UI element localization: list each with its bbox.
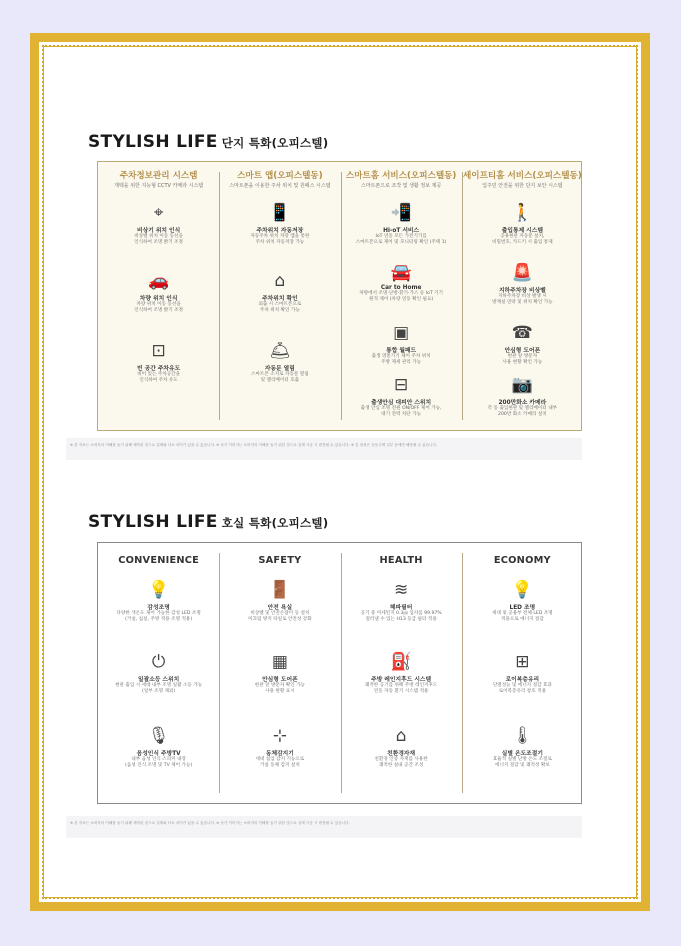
feature-description: 비상벨 및 안전손잡이 등 설치 미끄럼 방지 타일로 안전성 강화	[248, 611, 312, 622]
feature-description: 출생 안심 조명 전원 ON/OFF 제어 가능, 대기 전력 차단 가능	[360, 406, 442, 417]
mic-icon: 🎙	[147, 726, 170, 746]
feature-name: 감성조명	[147, 605, 170, 611]
feature-description: 각 동 출입현관 및 엘리베이터 내부 200만 화소 카메라 설치	[487, 406, 558, 417]
cctv-icon: ⌖	[153, 203, 164, 223]
feature-item	[219, 202, 340, 246]
feature-name: 안심형 도어폰	[504, 348, 541, 354]
feature-description: 자동주차 위치 저장 앱을 통한 주차 위치 자동저장 가능	[250, 234, 310, 245]
phone-car-icon: 📱	[269, 203, 291, 223]
feature-name: 동체감지기	[265, 751, 294, 757]
feature-name: 출생안심 대피안 스위치	[371, 400, 432, 406]
feature-name: 주차위치 자동저장	[256, 228, 304, 234]
column-divider	[462, 172, 463, 420]
column-divider	[341, 553, 342, 793]
feature-description: 현관 앞 방문자 사용 현황 확인 가능	[502, 354, 543, 365]
feature-item	[98, 340, 219, 384]
feature-description: 쾌적한 공기를 위해 주방 레인지후드 연동 자동 환기 시스템 적용	[364, 683, 438, 694]
feature-description: 지하주차장 비상 발생 시 방재실 연락 및 위치 확인 가능	[492, 294, 553, 305]
note-strip	[66, 816, 582, 838]
feature-description: 스마트폰 소지로 자동문 열림 및 엘리베이터 호출	[251, 372, 309, 383]
feature-description: 내부 음성 인식 스피커 내장 (음성 인식 조명 및 TV 제어 가능)	[125, 757, 193, 768]
feature-item	[341, 202, 462, 246]
fingerprint-icon: ⊹	[272, 726, 287, 746]
feature-column	[341, 543, 462, 803]
feature-description: 외출 시 스마트폰으로 주차 위치 확인 가능	[258, 302, 302, 313]
feature-item	[462, 651, 583, 695]
feature-item	[341, 651, 462, 695]
feature-item	[462, 725, 583, 769]
doorphone-icon: ▦	[271, 652, 288, 672]
column-header: ECONOMY	[493, 555, 551, 566]
feature-name: 음성인식 주방TV	[136, 751, 181, 757]
feature-item	[462, 322, 583, 366]
intercom-icon: ☎	[511, 323, 533, 343]
feature-name: 차량 위치 인식	[139, 296, 178, 302]
column-header: SAFETY	[258, 555, 302, 566]
column-divider	[341, 172, 342, 420]
camera-icon: 📷	[511, 375, 533, 395]
column-subheader: 재택을 위한 지능형 CCTV 카메라 시스템	[114, 183, 204, 189]
column-subheader: 입주민 안전을 위한 단지 보안 시스템	[482, 183, 563, 189]
feature-item	[219, 340, 340, 384]
feature-description: 차량에서 조명·난방·환기·가스 등 IoT 기기 원격 제어 (차량 연동 확인 필요)	[359, 291, 443, 302]
feature-item	[341, 262, 462, 303]
feature-item	[341, 579, 462, 623]
feature-item	[219, 651, 340, 695]
feature-description: 효율적 실별 난방 온도 조절로 에너지 절감 및 쾌적성 확보	[492, 757, 552, 768]
feature-name: 안전 욕실	[267, 605, 293, 611]
feature-item	[98, 651, 219, 695]
disclaimer-note: ※ 본 자료는 소비자의 이해를 돕기 위해 제작된 것으로 실제와 다소 차이가 있을 수 있습니다. ※ 상기 이미지는 소비자의 이해를 돕기 위한 것으로 실제 시공 시 변경될 수 있습니다. ※ 본 내용은 공동주택 일부 동에만 해당될 수 있습니다.	[70, 443, 438, 447]
feature-name: LED 조명	[509, 605, 536, 611]
unit-features-panel	[97, 542, 582, 804]
feature-item	[219, 579, 340, 623]
feature-name: 주차위치 확인	[262, 296, 298, 302]
column-header: 세이프티홈 서비스(오피스텔동)	[462, 171, 582, 181]
feature-item	[462, 374, 583, 418]
feature-item	[462, 202, 583, 246]
column-header: 스마트 앱(오피스텔동)	[237, 171, 323, 181]
feature-description: 공기 중 미세먼지 0.3㎛ 입자를 99.97% 걸러낼 수 있는 H13 등급 필터 적용	[360, 611, 442, 622]
garage-icon: ⌂	[274, 271, 286, 291]
column-header: 스마트홈 서비스(오피스텔동)	[345, 171, 457, 181]
feature-name: 주방 레인지후드 시스템	[371, 677, 432, 683]
feature-item	[98, 202, 219, 246]
feature-description: IoT 연동 모든 가전기기를 스마트폰으로 제어 및 모니터링 확인 (주택 1)	[355, 234, 447, 245]
feature-item	[219, 725, 340, 769]
feature-item	[341, 322, 462, 366]
column-subheader: 스마트폰을 이용한 주차 위치 및 원패스 시스템	[229, 183, 331, 189]
feature-item	[341, 725, 462, 769]
feature-item	[341, 374, 462, 418]
feature-name: Car to Home	[380, 285, 422, 291]
feature-description: 다양한 색온도 제어 가능한 감성 LED 조명 (거실, 침실, 주방 적용 조명 적용)	[116, 611, 201, 622]
feature-item	[462, 262, 583, 306]
feature-description: 단열성능 및 에너지 절감 효과 로이복층유리 창호 적용	[492, 683, 552, 694]
column-divider	[219, 172, 220, 420]
feature-name: 비상기 위치 인식	[137, 228, 181, 234]
feature-item	[98, 579, 219, 623]
column-header: 주차정보관리 시스템	[119, 171, 198, 181]
window-icon: ⊞	[515, 652, 530, 672]
feature-description: 차량 위치 이동 동선을 인식하여 조명 밝기 조정	[134, 302, 183, 313]
range-hood-icon: ⛽	[390, 652, 412, 672]
feature-column	[219, 543, 340, 803]
feature-name: 출입통제 시스템	[501, 228, 543, 234]
visitor-icon: 🚶	[511, 203, 533, 223]
parking-spot-icon: ⊡	[151, 341, 166, 361]
car-home-icon: 🚘	[390, 263, 412, 283]
feature-description: 비어 있는 주차공간을 인식하여 주차 유도	[137, 372, 181, 383]
column-header: HEALTH	[379, 555, 423, 566]
feature-name: 통합 월패드	[386, 348, 417, 354]
bulb-icon: 💡	[511, 580, 533, 600]
feature-name: 실별 온도조절기	[501, 751, 543, 757]
feature-column	[462, 543, 583, 803]
feature-item	[98, 725, 219, 769]
feature-name: 지하주차장 비상벨	[498, 288, 546, 294]
section-title-unit: STYLISH LIFE 호실 특화(오피스텔)	[88, 512, 329, 532]
feature-column	[98, 162, 219, 430]
house-icon: ⌂	[395, 726, 407, 746]
disclaimer-note: ※ 본 자료는 소비자의 이해를 돕기 위해 제작된 것으로 실제와 다소 차이가 있을 수 있습니다. ※ 상기 이미지는 소비자의 이해를 돕기 위한 것으로 실제 시공 시 변경될 수 있습니다.	[70, 821, 350, 825]
door-icon: 🚪	[269, 580, 291, 600]
ventilation-icon: ≋	[394, 580, 409, 600]
feature-description: 현관 출입 시 세대 내부 조명 일괄 소등 가능 (일부 조명 제외)	[115, 683, 203, 694]
feature-description: 세대 침입 감지 기능으로 거실 동체 감지 설치	[255, 757, 305, 768]
feature-item	[462, 579, 583, 623]
feature-column	[219, 162, 340, 430]
column-divider	[219, 553, 220, 793]
feature-name: 일괄소등 스위치	[138, 677, 180, 683]
feature-description: 비상벨 위치 이동 동선을 인식하여 조명 밝기 조정	[134, 234, 183, 245]
column-subheader: 스마트폰으로 조작 및 생활 정보 제공	[360, 183, 442, 189]
feature-name: Hi-oT 서비스	[383, 228, 420, 234]
feature-name: 자동문 열림	[264, 366, 295, 372]
thermostat-icon: 🌡	[511, 726, 534, 746]
feature-column	[462, 162, 583, 430]
feature-description: 친환경 인증 자재를 사용한 쾌적한 실내 공간 조성	[374, 757, 428, 768]
section-title-complex: STYLISH LIFE 단지 특화(오피스텔)	[88, 132, 329, 152]
feature-name: 로이복층유리	[505, 677, 540, 683]
feature-name: 헤파필터	[389, 605, 413, 611]
feature-description: 현관 앞 방문자 확인 가능 사용 현황 표시	[254, 683, 305, 694]
switch-icon: ⊟	[394, 375, 409, 395]
feature-item	[98, 270, 219, 314]
feature-description: 출생 영통기기 제어 주차 위치 주방 제세 관리 가능	[371, 354, 431, 365]
emergency-light-icon: 🚨	[511, 263, 533, 283]
bell-icon: 🛎	[269, 341, 291, 361]
feature-column	[98, 543, 219, 803]
feature-name: 안심형 도어폰	[262, 677, 298, 683]
note-strip	[66, 438, 582, 460]
feature-item	[219, 270, 340, 314]
feature-description: 세대 및 공용부 전체 LED 조명 적용으로 에너지 절감	[492, 611, 553, 622]
smartphone-icon: 📲	[390, 203, 412, 223]
feature-name: 200만화소 카메라	[498, 400, 547, 406]
column-header: CONVENIENCE	[118, 555, 200, 566]
wallpad-icon: ▣	[393, 323, 410, 343]
lamp-icon: 💡	[148, 580, 170, 600]
feature-column	[341, 162, 462, 430]
car-park-icon: 🚗	[148, 271, 170, 291]
column-divider	[462, 553, 463, 793]
feature-name: 빈 공간 주차유도	[137, 366, 181, 372]
feature-name: 친환경자재	[387, 751, 416, 757]
power-switch-icon: ⏻	[151, 652, 166, 672]
complex-features-panel	[97, 161, 582, 431]
feature-description: 공용현관 자동문 설치, 비밀번호, 카드키 시 출입 통제	[492, 234, 553, 245]
